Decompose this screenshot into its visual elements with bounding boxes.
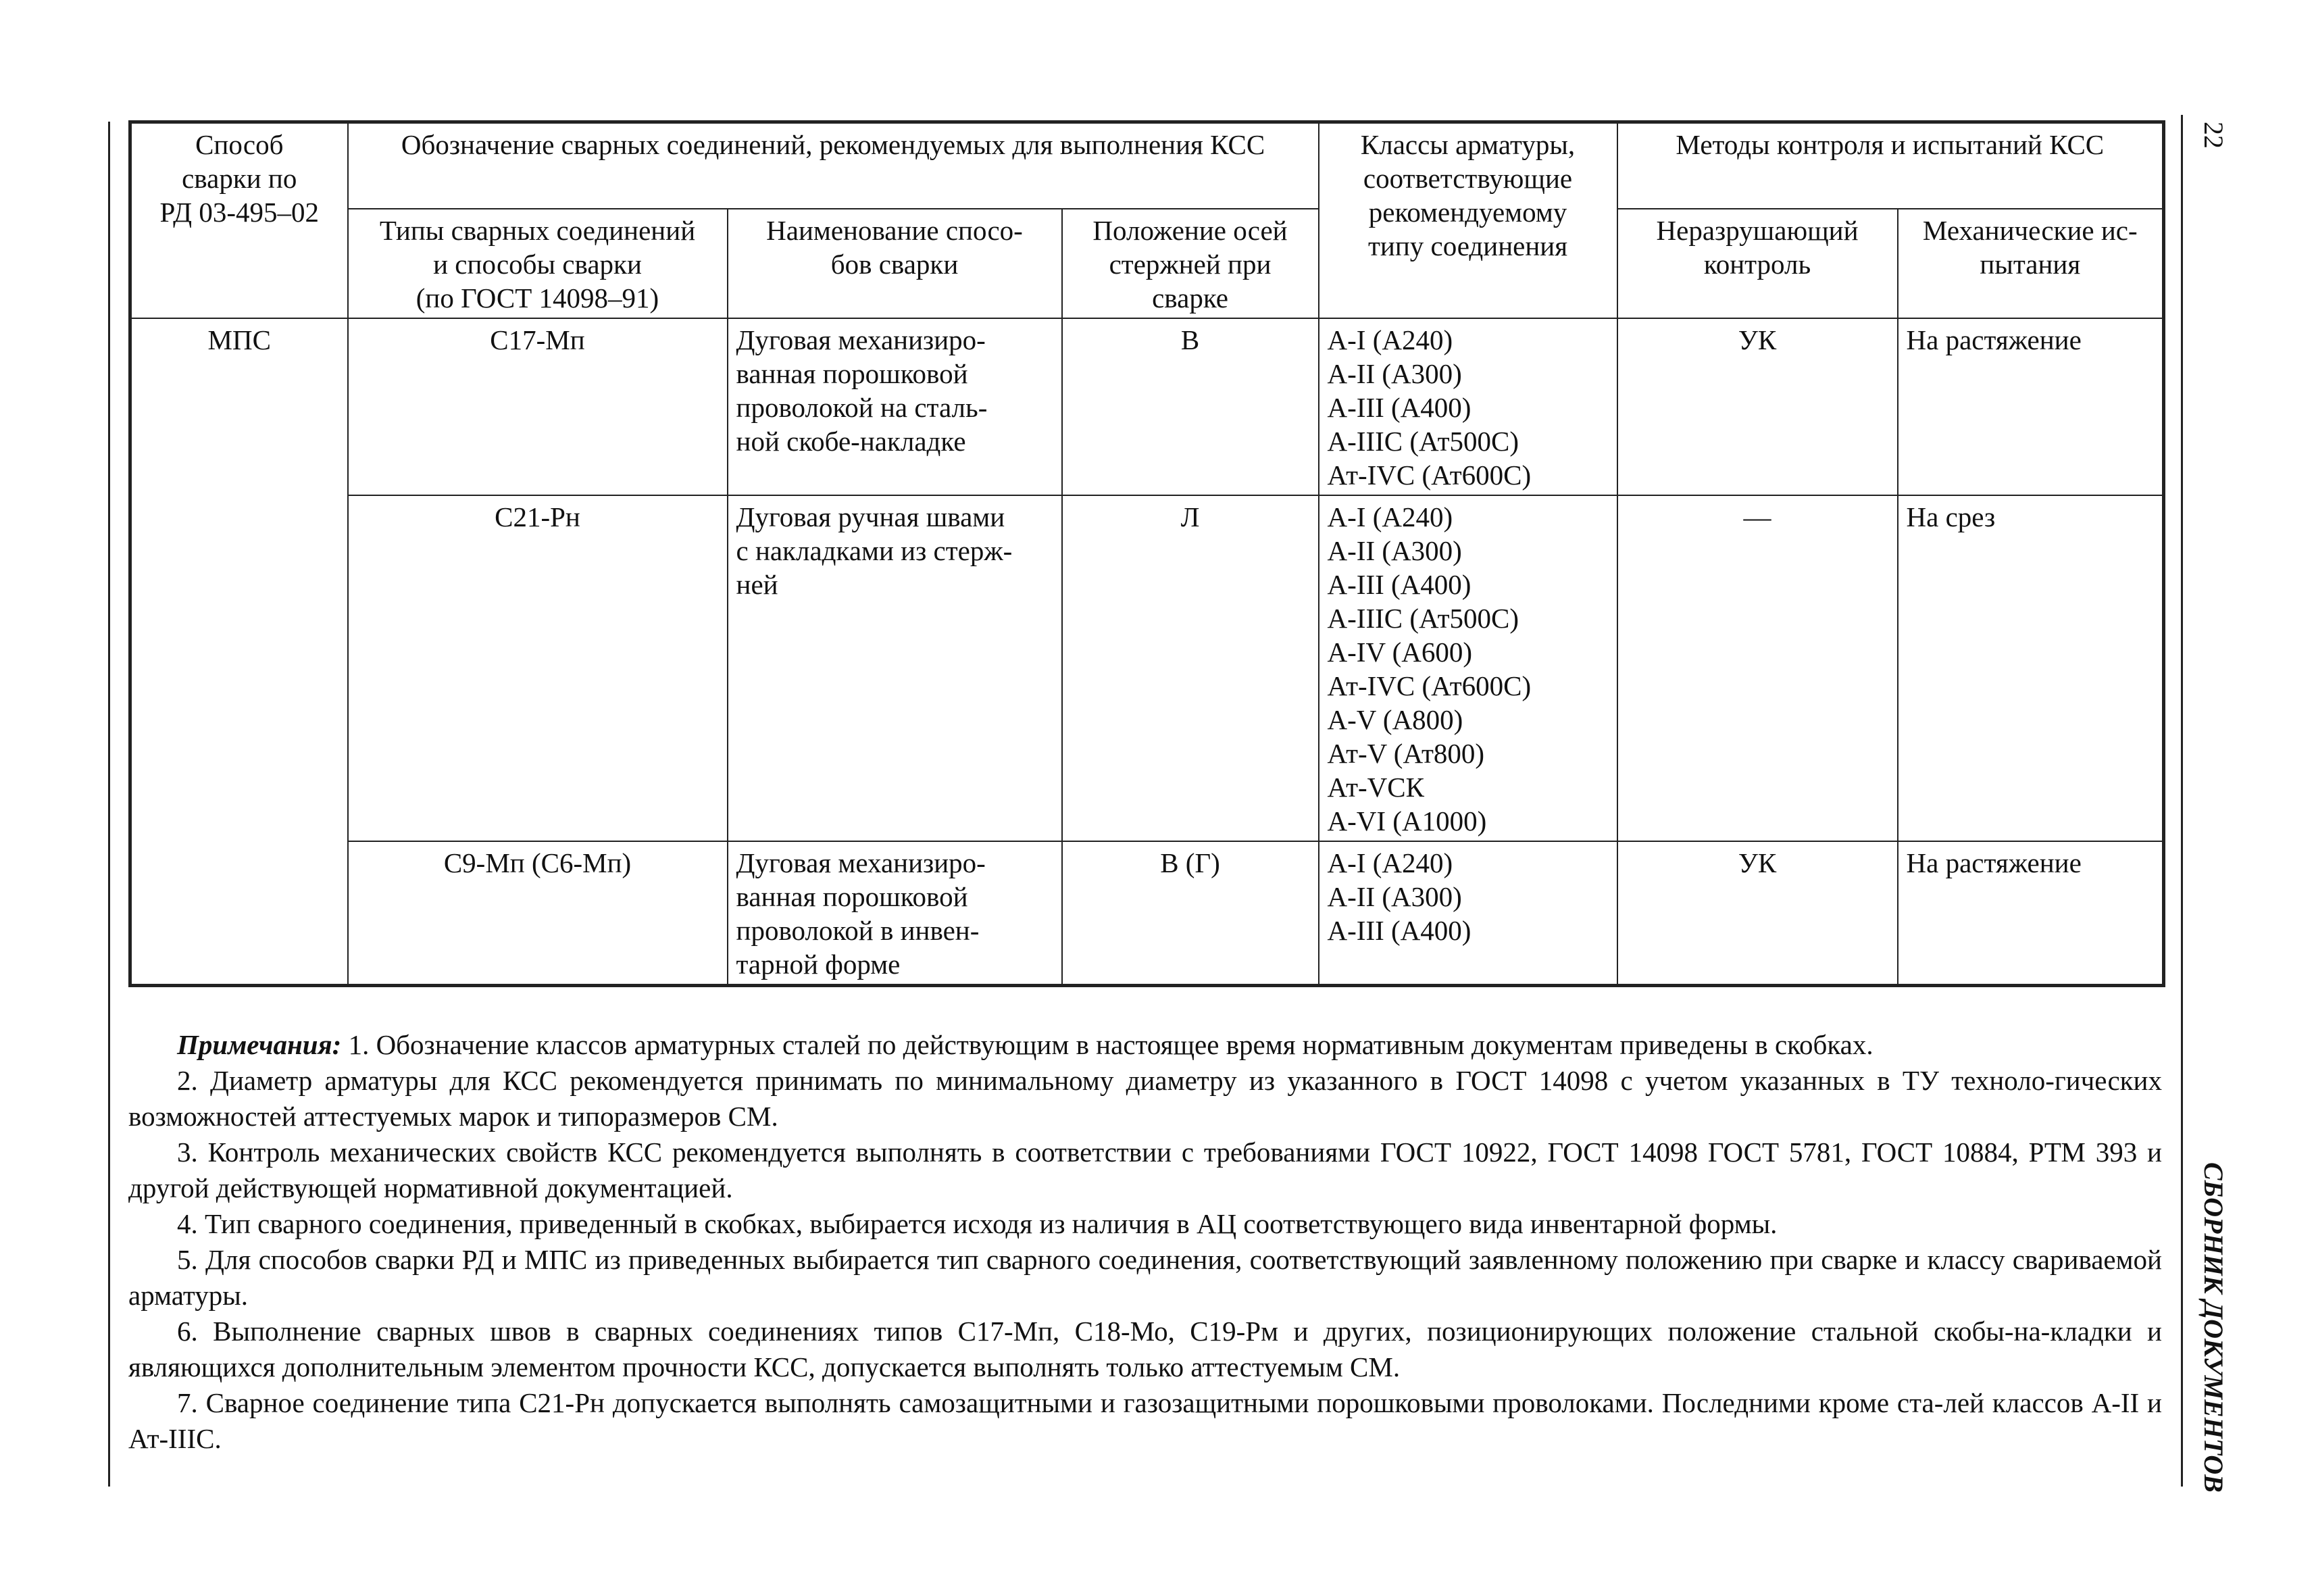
kss-welding-table <box>128 120 2165 987</box>
table-row <box>130 841 2164 986</box>
cell-mechanical-tests: На срез <box>1898 495 2164 841</box>
header-axis-position: Положение осей стержней при сварке <box>1062 209 1319 318</box>
note-item: 7. Сварное соединение типа С21-Рн допускается выполнять самозащитными и газозащитными порошковыми проволоками. Последними кроме ста-лей классов А-II и Ат-IIIС. <box>128 1387 2162 1454</box>
running-title: СБОРНИК ДОКУМЕНТОВ <box>2198 1162 2229 1493</box>
cell-method-name: Дуговая ручная швами с накладками из стерж- ней <box>728 495 1062 841</box>
cell-method-name: Дуговая механизиро- ванная порошковой проволокой в инвен- тарной форме <box>728 841 1062 986</box>
note-item: 4. Тип сварного соединения, приведенный в скобках, выбирается исходя из наличия в АЦ соответствующего вида инвентарной формы. <box>177 1208 1778 1239</box>
note-item: 2. Диаметр арматуры для КСС рекомендуется принимать по минимальному диаметру из указанного в ГОСТ 14098 с учетом указанных в ТУ техноло-гических возможностей аттестуемых марок и типоразмеров СМ. <box>128 1065 2162 1132</box>
note-item: 5. Для способов сварки РД и МПС из приведенных выбирается тип сварного соединения, соответствующий заявленному положению при сварке и классу свариваемой арматуры. <box>128 1244 2162 1311</box>
cell-welding-method: МПС <box>130 318 348 986</box>
note-item: 3. Контроль механических свойств КСС рекомендуется выполнять в соответствии с требованиями ГОСТ 10922, ГОСТ 14098 ГОСТ 5781, ГОСТ 10884, РТМ 393 и другой действующей нормативной документацией. <box>128 1137 2162 1203</box>
cell-joint-type: С21-Рн <box>348 495 728 841</box>
cell-nondestructive-control: — <box>1617 495 1898 841</box>
cell-mechanical-tests: На растяжение <box>1898 318 2164 495</box>
cell-rebar-classes: А-I (А240) А-II (А300) А-III (А400) <box>1319 841 1617 986</box>
table-row <box>130 318 2164 495</box>
header-rebar-classes: Классы арматуры, соответствующие рекомендуемому типу соединения <box>1319 122 1617 318</box>
notes-label: Примечания: <box>177 1029 342 1060</box>
cell-joint-type: С9-Мп (С6-Мп) <box>348 841 728 986</box>
cell-axis-position: В <box>1062 318 1319 495</box>
header-control-group: Методы контроля и испытаний КСС <box>1617 122 2164 209</box>
header-welding-method: Способ сварки по РД 03-495–02 <box>130 122 348 318</box>
notes-section <box>128 1027 2162 1457</box>
cell-joint-type: С17-Мп <box>348 318 728 495</box>
cell-mechanical-tests: На растяжение <box>1898 841 2164 986</box>
cell-axis-position: Л <box>1062 495 1319 841</box>
cell-method-name: Дуговая механизиро- ванная порошковой проволокой на сталь- ной скобе-накладке <box>728 318 1062 495</box>
cell-nondestructive-control: УК <box>1617 841 1898 986</box>
note-item: 6. Выполнение сварных швов в сварных соединениях типов С17-Мп, С18-Мо, С19-Рм и других, позиционирующих положение стальной скобы-на-кладки и являющихся дополнительным элементом прочности КСС, допускается выполнять только аттестуемым СМ. <box>128 1316 2162 1382</box>
cell-nondestructive-control: УК <box>1617 318 1898 495</box>
header-designation-group: Обозначение сварных соединений, рекомендуемых для выполнения КСС <box>348 122 1319 209</box>
cell-rebar-classes: А-I (А240) А-II (А300) А-III (А400) А-IIIС (Ат500С) Ат-IVС (Ат600С) <box>1319 318 1617 495</box>
cell-rebar-classes: А-I (А240) А-II (А300) А-III (А400) А-IIIС (Ат500С) А-IV (А600) Ат-IVС (Ат600С) А-V (А800) Ат-V (Ат800) Ат-VСК А-VI (А1000) <box>1319 495 1617 841</box>
right-margin-rule <box>2181 115 2183 1487</box>
header-nondestructive-control: Неразрушающий контроль <box>1617 209 1898 318</box>
cell-axis-position: В (Г) <box>1062 841 1319 986</box>
header-mechanical-tests: Механические ис- пытания <box>1898 209 2164 318</box>
header-method-name: Наименование спосо- бов сварки <box>728 209 1062 318</box>
header-joint-types: Типы сварных соединений и способы сварки (по ГОСТ 14098–91) <box>348 209 728 318</box>
left-margin-rule <box>108 122 110 1487</box>
page-number: 22 <box>2198 122 2229 149</box>
note-item: Примечания: 1. Обозначение классов арматурных сталей по действующим в настоящее время нормативным документам приведены в скобках. <box>177 1029 1873 1060</box>
table-row <box>130 495 2164 841</box>
